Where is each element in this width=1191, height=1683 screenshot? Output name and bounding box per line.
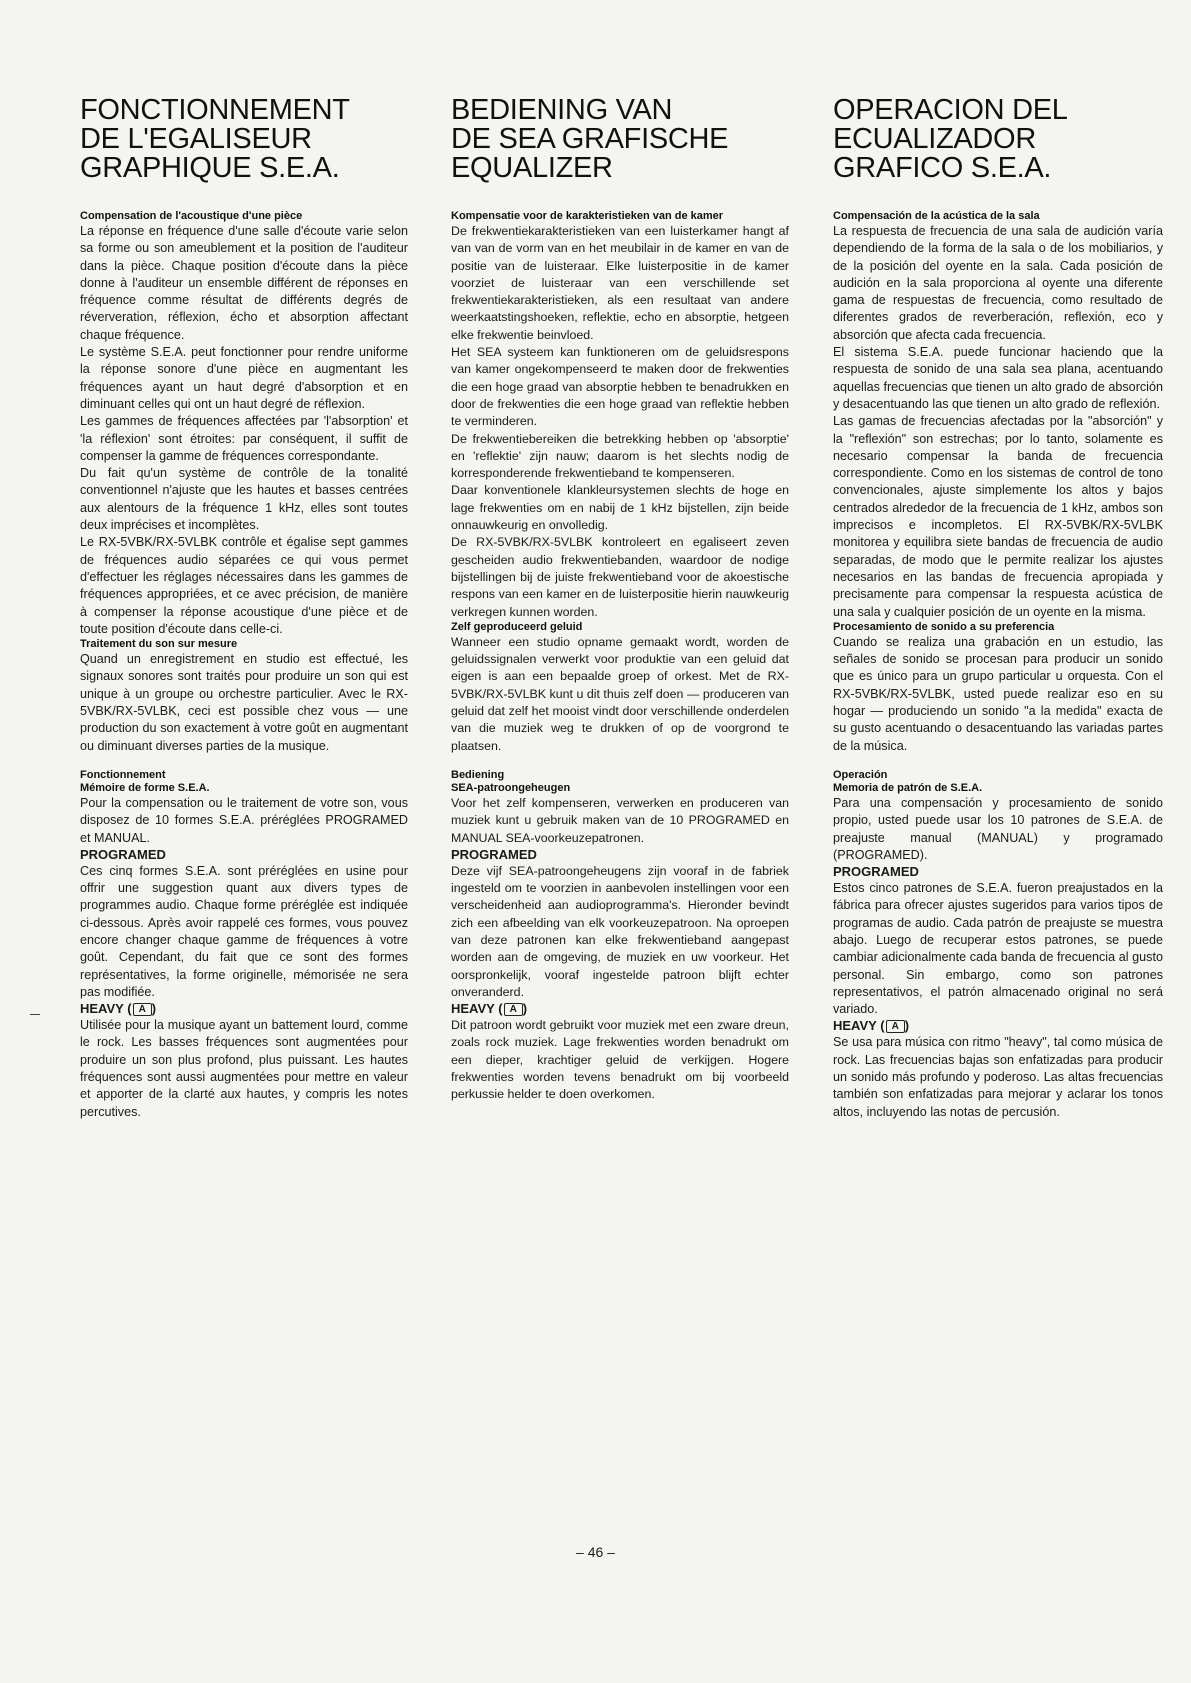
subheading-room-acoustics: Compensation de l'acoustique d'une pièce xyxy=(80,210,303,222)
paragraph: Estos cinco patrones de S.E.A. fueron preajustados en la fábrica para ofrecer ajustes sugeridos para varios tipos de programas de audio. Cada patrón de preajuste se muestra abajo. Luego de recuperar estos patrones, se puede cambiar adicionalmente cada banda de frecuencia al gusto personal. Sin embargo, como son patrones representativos, el patrón almacenado original no será variado. xyxy=(833,881,1163,1017)
paragraph: De frekwentiebereiken die betrekking hebben op 'absorptie' en 'reflektie' zijn nauw; daarom is het slechts nodig de korresponderende frekwentieband te kompenseren. xyxy=(451,431,789,481)
paragraph: Le système S.E.A. peut fonctionner pour rendre uniforme la réponse sonore d'une pièce en augmentant les fréquences ayant un haut degré d'absorption et en diminuant celles qui ont un haut degré de réflexion. xyxy=(80,345,408,411)
key-a-icon: A xyxy=(504,1003,523,1016)
section-heading-spanish: OPERACION DEL ECUALIZADOR GRAFICO S.E.A. xyxy=(833,94,1068,184)
paragraph: Pour la compensation ou le traitement de votre son, vous disposez de 10 formes S.E.A. préréglées PROGRAMED et MANUAL. xyxy=(80,795,408,845)
paragraph: La réponse en fréquence d'une salle d'écoute varie selon sa forme ou son ameublement et la position de l'auditeur dans la pièce. Chaque position d'écoute dans la pièce donne à l'auditeur un ensemble différent de réponses en fréquence comme résultat de différents degrés de réververation, réflexion, écho et absorption affectant chaque fréquence. xyxy=(80,224,408,342)
paragraph: Deze vijf SEA-patroongeheugens zijn vooraf in de fabriek ingesteld om te voorzien in aanbevolen instellingen voor een verscheidenheid aan audioprogramma's. Hieronder bevindt zich een afbeelding van elk voorkeuzepatroon. Na oproepen van deze patronen kan elke frekwentieband aangepast worden aan de omgeving, de muziek en uw voorkeur. Het oorspronkelijk, vooraf ingestelde patroon blijft echter onveranderd. xyxy=(451,863,789,999)
subheading-pattern-memory: SEA-patroongeheugen xyxy=(451,781,571,794)
paragraph: Las gamas de frecuencias afectadas por la "absorción" y la "reflexión" son estrechas; por lo tanto, solamente es necesario compensar la banda de frecuencia correspondiente. Como en los sistemas de control de tono convencionales, ajuste simplemente los altos y bajos centrados alrededor de la frecuencia de 1 kHz, ambos son imprecisos e incompletos. El RX-5VBK/RX-5VLBK monitorea y equilibra siete bandas de frecuencia de audio separadas, de modo que le permite realizar los ajustes necesarios en las bandas de frecuencia apropiada y precisamente para compensar la respuesta acústica de una sala y cualquier posición de un oyente en la misma. xyxy=(833,414,1163,619)
subheading-custom-sound: Traitement du son sur mesure xyxy=(80,638,238,651)
programed-label: PROGRAMED xyxy=(451,846,537,862)
subheading-pattern-memory: Mémoire de forme S.E.A. xyxy=(80,781,210,794)
paragraph: De RX-5VBK/RX-5VLBK kontroleert en egaliseert zeven gescheiden audio frekwentiebanden, waardoor de nodige bijstellingen bij de juiste frekwentieband voor de akoestische respons van een kamer en de luisterpositie hierin nauwkeurig verkregen kunnen worden. xyxy=(451,535,789,619)
paragraph: Se usa para música con ritmo "heavy", tal como música de rock. Las frecuencias bajas son enfatizadas para producir un sonido más profundo y poderoso. Las altas frecuencias también son enfatizadas para mejorar y aclarar los tonos altos, incluyendo las notas de percusión. xyxy=(833,1035,1163,1119)
subheading-custom-sound: Procesamiento de sonido a su preferencia xyxy=(833,620,1055,633)
paragraph: Voor het zelf kompenseren, verwerken en produceren van muziek kunt u gebruik maken van de 10 PROGRAMED en MANUAL SEA-voorkeuzepatronen. xyxy=(451,795,789,845)
key-a-icon: A xyxy=(886,1020,905,1033)
paragraph: Het SEA systeem kan funktioneren om de geluidsrespons van kamer ongekompenseerd te maken door de frekwenties die een hoge graad van absorptie hebben te benadrukken en door de frekwenties die een hoge graad van reflektie hebben te verminderen. xyxy=(451,345,789,429)
subheading-operation: Fonctionnement xyxy=(80,768,166,781)
heavy-label: HEAVY ( A ) xyxy=(833,1018,910,1034)
paragraph: Dit patroon wordt gebruikt voor muziek met een zware dreun, zoals rock muziek. Lage frekwenties worden benadrukt om een dieper, krachtiger geluid de verkijgen. Hogere frekwenties worden tevens benadrukt om bij voorbeeld perkussie helder te doen overkomen. xyxy=(451,1018,789,1102)
column-spanish xyxy=(833,96,1163,1121)
section-heading-french: FONCTIONNEMENT DE L'EGALISEUR GRAPHIQUE S.E.A. xyxy=(80,94,350,184)
paragraph: Utilisée pour la musique ayant un battement lourd, comme le rock. Les basses fréquences sont augmentées pour produire un son plus profond, plus puissant. Les hautes fréquences sont aussi augmentées pour mettre en valeur et apporter de la clarté aux hautes, y compris les notes percutives. xyxy=(80,1018,408,1119)
column-dutch xyxy=(451,96,789,1104)
page-number: – 46 – xyxy=(576,1544,615,1560)
margin-mark xyxy=(30,1014,40,1015)
section-heading-dutch: BEDIENING VAN DE SEA GRAFISCHE EQUALIZER xyxy=(451,94,729,184)
heavy-label: HEAVY ( A ) xyxy=(451,1001,528,1017)
subheading-operation: Bediening xyxy=(451,768,505,781)
column-french xyxy=(80,96,408,1121)
subheading-custom-sound: Zelf geproduceerd geluid xyxy=(451,620,583,633)
paragraph: Du fait qu'un système de contrôle de la tonalité conventionnel n'ajuste que les hautes et basses centrées aux alentours de la fréquence 1 kHz, elles sont toutes deux imprécises et incomplètes. xyxy=(80,466,408,533)
paragraph: Para una compensación y procesamiento de sonido propio, usted puede usar los 10 patrones de S.E.A. de preajuste manual (MANUAL) y programado (PROGRAMED). xyxy=(833,795,1163,862)
paragraph: Daar konventionele klankleursystemen slechts de hoge en lage frekwenties om en nabij de 1 kHz bijstellen, zijn beide onnauwkeurig en onvolledig. xyxy=(451,483,789,533)
paragraph: Le RX-5VBK/RX-5VLBK contrôle et égalise sept gammes de fréquences audio séparées ce qui vous permet d'effectuer les réglages nécessaires dans les gammes de fréquences appropriées, et ce avec précision, de manière à compenser la réponse acoustique d'une pièce et de toute position d'écoute dans celle-ci. xyxy=(80,535,408,636)
subheading-room-acoustics: Kompensatie voor de karakteristieken van de kamer xyxy=(451,210,724,222)
paragraph: El sistema S.E.A. puede funcionar haciendo que la respuesta de sonido de una sala sea plana, acentuando aquellas frecuencias que tienen un alto grado de absorción y desacentuando las que tienen un alto grado de reflexión. xyxy=(833,345,1163,411)
programed-label: PROGRAMED xyxy=(833,864,919,880)
heavy-label: HEAVY ( A ) xyxy=(80,1001,157,1017)
paragraph: Cuando se realiza una grabación en un estudio, las señales de sonido se procesan para producir un sonido que es único para un grupo particular u orquesta. Con el RX-5VBK/RX-5VLBK, usted puede realizar eso en su hogar — produciendo un sonido "a la medida" exacta de su gusto acentuando o desacentuando las variadas partes de la música. xyxy=(833,634,1163,753)
programed-label: PROGRAMED xyxy=(80,846,166,862)
subheading-room-acoustics: Compensación de la acústica de la sala xyxy=(833,210,1040,222)
paragraph: La respuesta de frecuencia de una sala de audición varía dependiendo de la forma de la sala o de los mobiliarios, y de la posición del oyente en la sala. Cada posición de audición en la sala proporciona al oyente una diferente gama de respuestas de frecuencia, como resultado de diferentes grados de reverberación, reflexión, eco y absorción que afecta cada frecuencia. xyxy=(833,224,1163,342)
paragraph: Wanneer een studio opname gemaakt wordt, worden de geluidssignalen verwerkt voor produktie van een geluid dat eigen is aan een bepaalde groep of orkest. Met de RX-5VBK/RX-5VLBK kunt u dit thuis zelf doen — produceren van geluid dat zelf het mooist vindt door verschillende onderdelen van die muziek weg te drukken of op de voorgrond te plaatsen. xyxy=(451,634,789,753)
subheading-pattern-memory: Memoria de patrón de S.E.A. xyxy=(833,781,983,794)
paragraph: De frekwentiekarakteristieken van een luisterkamer hangt af van van de vorm van en het meubilair in de kamer en van de positie van de luisteraar. Elke luisterpositie in de kamer voorziet de luisteraar van een verschillende set frekwentiekarakteristieken, als een resultaat van andere weerkaatstingshoeken, reflektie, echo en absorptie, hetgeen elke frekwentie beinvloed. xyxy=(451,224,789,342)
subheading-operation: Operación xyxy=(833,768,888,781)
paragraph: Ces cinq formes S.E.A. sont préréglées en usine pour offrir une suggestion quant aux divers types de programmes audio. Chaque forme préréglée est indiquée ci-dessous. Après avoir rappelé ces formes, vous pouvez encore changer chaque gamme de fréquences à votre goût. Cependant, du fait que ce sont des formes représentatives, la forme originelle, mémorisée ne sera pas modifiée. xyxy=(80,863,408,999)
paragraph: Les gammes de fréquences affectées par 'l'absorption' et 'la réflexion' sont étroites: par conséquent, il suffit de compenser la gamme de fréquences correspondante. xyxy=(80,414,408,463)
key-a-icon: A xyxy=(133,1003,152,1016)
paragraph: Quand un enregistrement en studio est effectué, les signaux sonores sont traités pour produire un son qui est unique à un groupe ou orchestre particulier. Avec le RX-5VBK/RX-5VLBK, ceci est possible chez vous — une production du son exactement à votre goût en augmentant ou diminuant diverses parties de la musique. xyxy=(80,652,408,753)
